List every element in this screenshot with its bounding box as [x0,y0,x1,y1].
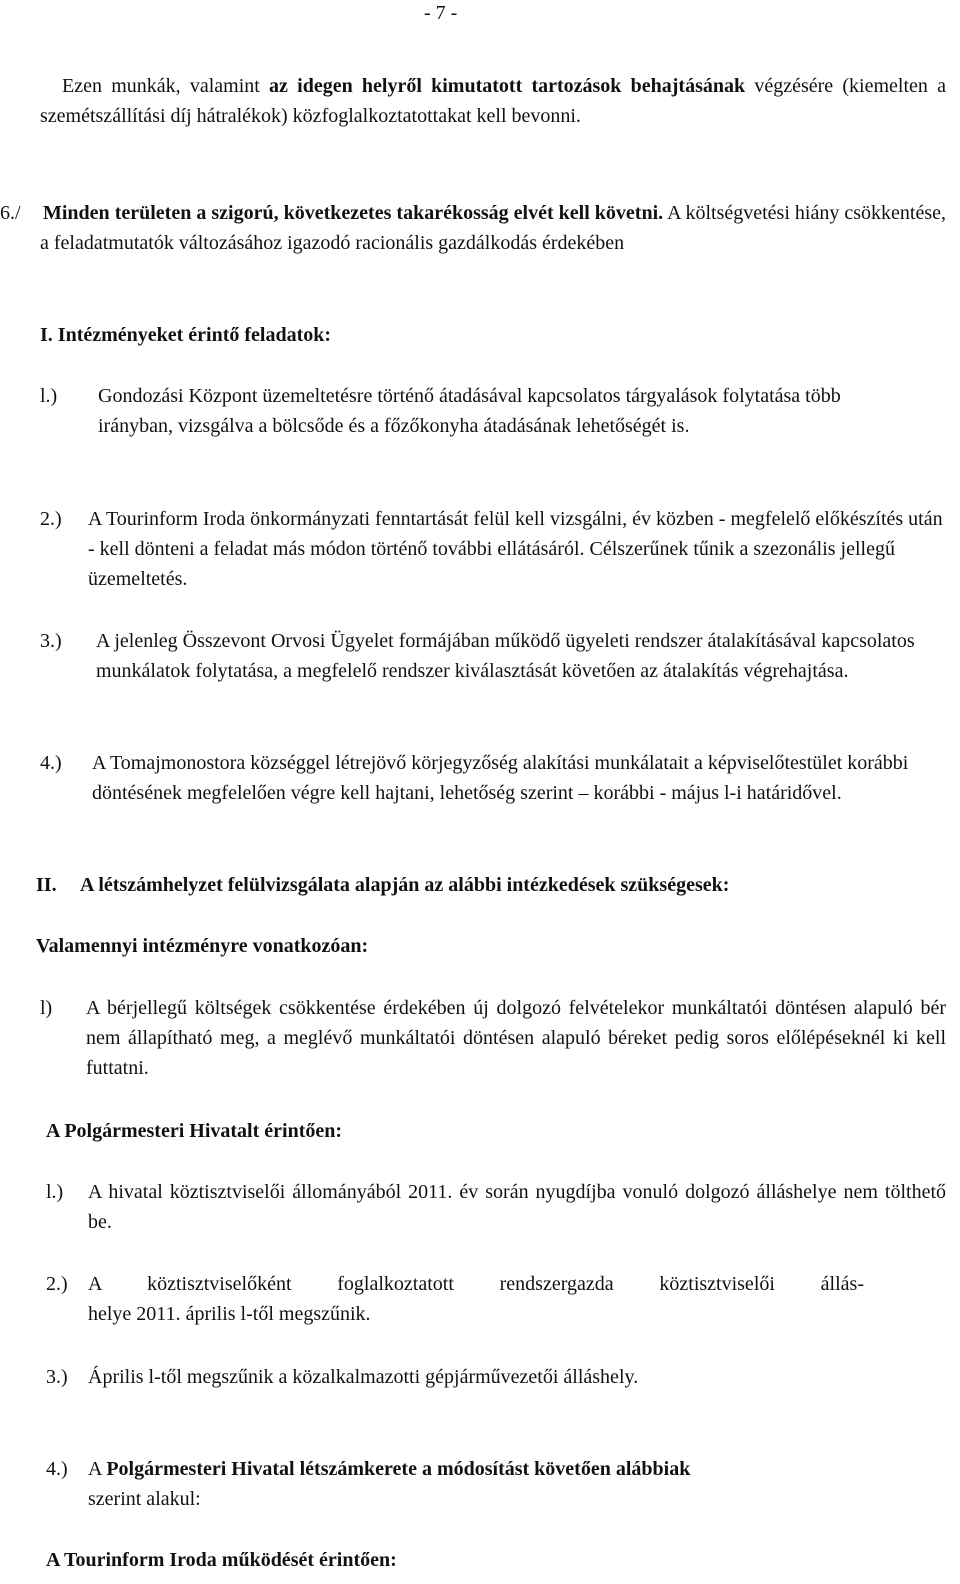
section1-item2-text: A Tourinform Iroda önkormányzati fenntartását felül kell vizsgálni, év közben - megfelelő előkészítés után - kell dönteni a feladat más módon történő további ellátásáról. Célszerűnek tűnik a szezonális jellegű üzemeltetés. [88,508,943,590]
all-institutions-item1-number: l) [40,997,53,1019]
section1-item1-text: Gondozási Központ üzemeltetésre történő átadásával kapcsolatos tárgyalások folytatása több irányban, vizsgálva a bölcsőde és a főzőkonyha átadásának lehetőségét is. [98,385,841,437]
mayors-item1-number: l.) [46,1181,64,1203]
all-institutions-heading: Valamennyi intézményre vonatkozóan: [36,935,369,957]
section1-item3-number: 3.) [40,630,62,652]
section1-item4-number: 4.) [40,752,62,774]
mayors-item4-text-end: szerint alakul: [88,1488,201,1510]
section1-item2-number: 2.) [40,508,62,530]
mayors-item3-number: 3.) [46,1366,68,1388]
point6-number: 6./ [0,202,21,224]
section1-item4-text: A Tomajmonostora községgel létrejövő körjegyzőség alakítási munkálatait a képviselőtestület korábbi döntésének megfelelően végre kell hajtani, lehetőség szerint – korábbi - május l-i határidővel. [92,752,909,804]
mayors-item2-number: 2.) [46,1273,68,1295]
mayors-office-heading: A Polgármesteri Hivatalt érintően: [46,1120,343,1142]
mayors-item4-number: 4.) [46,1458,68,1480]
mayors-item2-line2: helye 2011. április l-től megszűnik. [88,1303,371,1325]
point6-bold-text: Minden területen a szigorú, következetes takarékosság elvét kell követni. [43,202,664,224]
intro-paragraph [40,71,946,131]
section1-item3-text: A jelenleg Összevont Orvosi Ügyelet formájában működő ügyeleti rendszer átalakításával kapcsolatos munkálatok folytatása, a megfelelő rendszer kiválasztását követően az átalakítás végrehajtása. [96,630,915,682]
mayors-item4-bold-text: Polgármesteri Hivatal létszámkerete a módosítást követően alábbiak [106,1458,691,1480]
section2-heading: A létszámhelyzet felülvizsgálata alapján az alábbi intézkedések szükségesek: [80,874,730,896]
all-institutions-item1-text: A bérjellegű költségek csökkentése érdekében új dolgozó felvételekor munkáltatói döntésen alapuló bér nem állapítható meg, a meglévő munkáltatói döntésen alapuló béreket pedig soros előlépéseknél ki kell futtatni. [86,997,946,1079]
section1-heading: I. Intézményeket érintő feladatok: [40,324,332,346]
page-number: - 7 - [424,2,458,24]
point6-paragraph [40,198,946,258]
point6-text: A költségvetési hiány csökkentése, a feladatmutatók változásához igazodó racionális gazdálkodás érdekében [40,202,946,254]
section2-number: II. [36,874,57,896]
intro-text: Ezen munkák, valamint [62,75,270,97]
intro-text-end: végzésére (kiemelten a szemétszállítási díj hátralékok) közfoglalkoztatottakat kell bevonni. [40,75,946,127]
mayors-item4-text: A Polgármesteri Hivatal létszámkerete a módosítást követően alábbiak szerint alakul: [88,1458,691,1510]
mayors-item1-text: A hivatal köztisztviselői állományából 2011. év során nyugdíjba vonuló dolgozó álláshelye nem tölthető be. [88,1181,946,1233]
tourinform-heading: A Tourinform Iroda működését érintően: [46,1549,397,1571]
mayors-item3-text: Április l-től megszűnik a közalkalmazotti gépjárművezetői álláshely. [88,1366,639,1388]
section1-item1-number: l.) [40,385,58,407]
intro-bold-text: az idegen helyről kimutatott tartozások behajtásának [269,75,746,97]
mayors-item2-line1: A köztisztviselőként foglalkoztatott rendszergazda köztisztviselői állás- [88,1273,864,1295]
